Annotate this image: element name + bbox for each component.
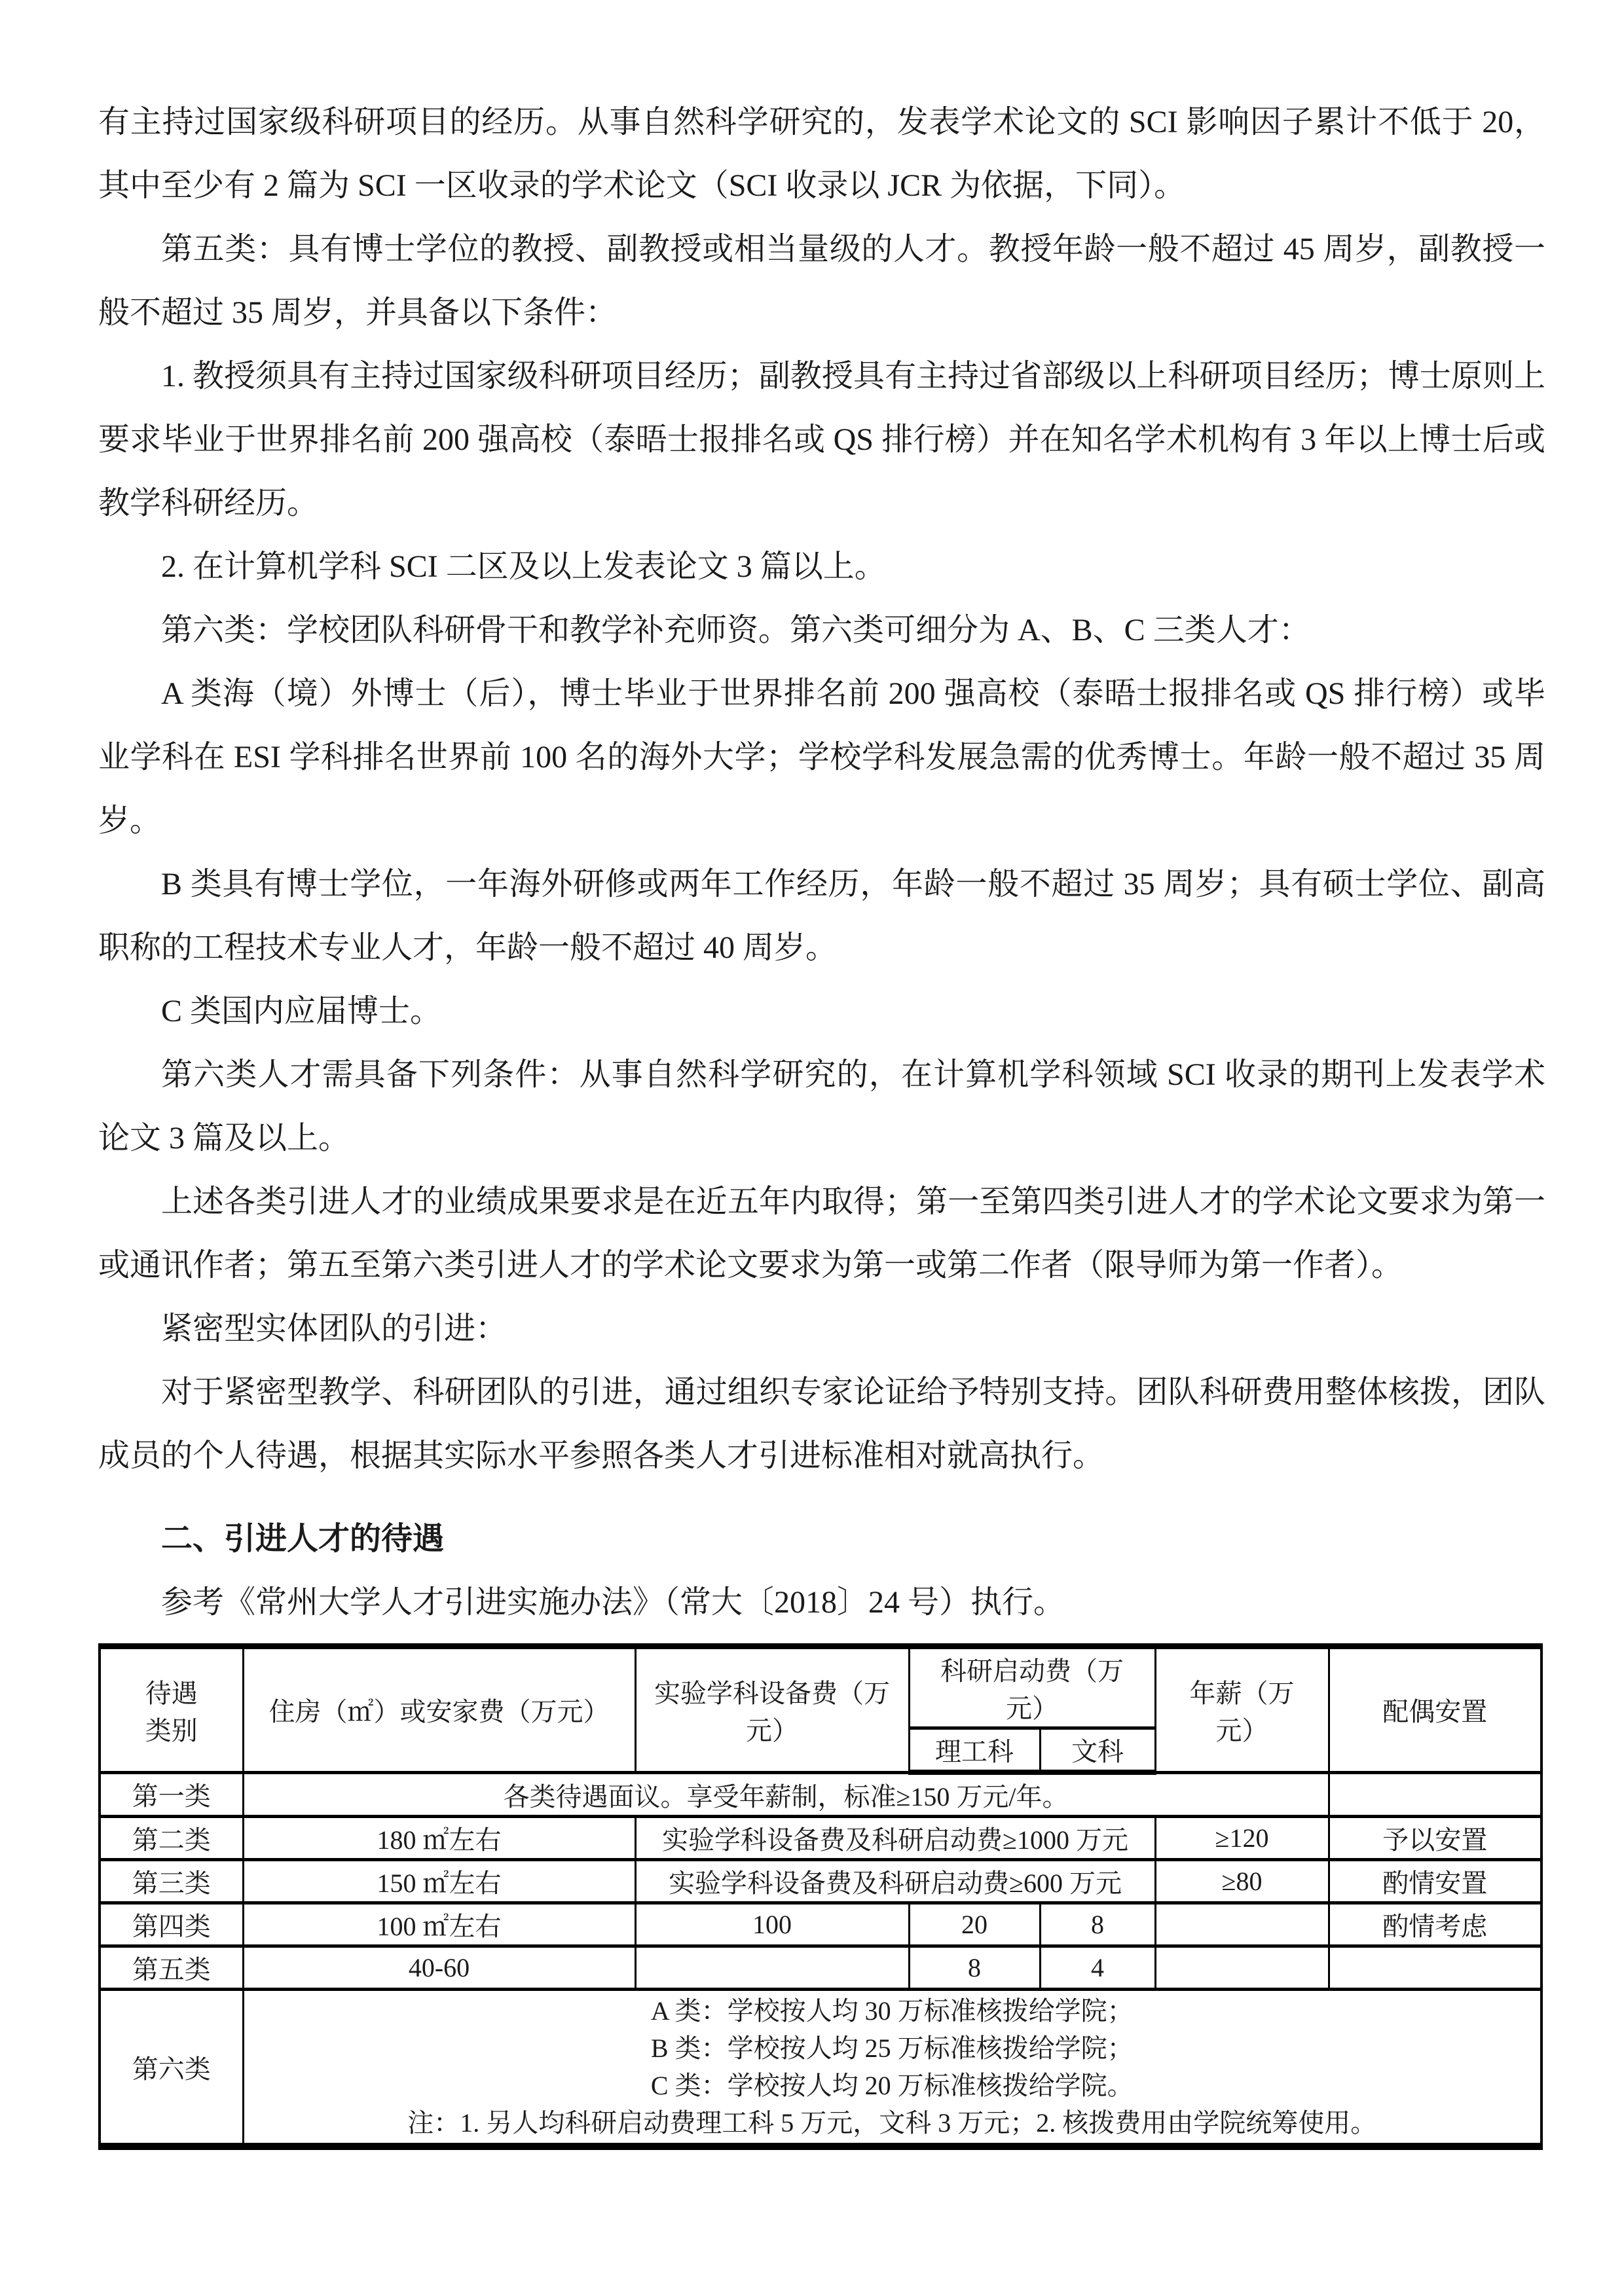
cell-category: 第二类 [100,1817,243,1860]
note-line-c: C 类：学校按人均 20 万标准核拨给学院。 [650,2071,1134,2100]
cell-housing: 180 ㎡左右 [243,1817,635,1860]
cell-startup-science: 8 [909,1946,1040,1990]
header-startup-label: 科研启动费（万元） [940,1656,1124,1723]
table-row-category3 [100,1860,1541,1903]
cell-salary: ≥120 [1155,1817,1329,1860]
paragraph-category6-class-b: B 类具有博士学位，一年海外研修或两年工作经历，年龄一般不超过 35 周岁；具有硕士学位、副高职称的工程技术专业人才，年龄一般不超过 40 周岁。 [98,867,1545,965]
cell-spouse [1329,1946,1541,1990]
header-startup [909,1647,1155,1728]
header-startup-liberal: 文科 [1040,1728,1155,1773]
table-header-row-main [100,1647,1541,1728]
cell-equipment-startup: 实验学科设备费及科研启动费≥600 万元 [635,1860,1155,1903]
header-salary-label: 年薪（万元） [1189,1678,1295,1745]
paragraph-reference: 参考《常州大学人才引进实施办法》（常大〔2018〕24 号）执行。 [161,1585,1065,1620]
cell-startup-science: 20 [909,1903,1040,1946]
cell-category: 第四类 [100,1903,243,1946]
header-category-label: 待遇类别 [145,1678,198,1745]
cell-housing: 150 ㎡左右 [243,1860,635,1903]
header-salary [1155,1647,1329,1773]
section-heading-treatment: 二、引进人才的待遇 [161,1522,445,1556]
treatment-table [98,1643,1543,2150]
paragraph-category6-class-a: A 类海（境）外博士（后），博士毕业于世界排名前 200 强高校（泰晤士报排名或 QS 排行榜）或毕业学科在 ESI 学科排名世界前 100 名的海外大学；学校学科发展急需的优秀博士。年龄一般不超过 35 周岁。 [98,676,1545,838]
table-row-category5 [100,1946,1541,1990]
cell-category: 第三类 [100,1860,243,1903]
cell-salary [1155,1946,1329,1990]
paragraph-category6-class-c: C 类国内应届博士。 [161,994,442,1029]
paragraph-category5: 第五类：具有博士学位的教授、副教授或相当量级的人才。教授年龄一般不超过 45 周岁，副教授一般不超过 35 周岁，并具备以下条件： [98,232,1545,330]
cell-equipment-startup: 实验学科设备费及科研启动费≥1000 万元 [635,1817,1155,1860]
cell-housing: 40-60 [243,1946,635,1990]
paragraph-category6: 第六类：学校团队科研骨干和教学补充师资。第六类可细分为 A、B、C 三类人才： [161,613,1310,647]
note-line-b: B 类：学校按人均 25 万标准核拨给学院； [650,2033,1134,2063]
cell-salary: ≥80 [1155,1860,1329,1903]
cell-spouse [1329,1772,1541,1817]
cell-all-treatment: 各类待遇面议。享受年薪制，标准≥150 万元/年。 [243,1772,1329,1817]
table-row-category2 [100,1817,1541,1860]
cell-spouse: 予以安置 [1329,1817,1541,1860]
cell-spouse: 酌情安置 [1329,1860,1541,1903]
cell-spouse: 酌情考虑 [1329,1903,1541,1946]
cell-category: 第六类 [100,1990,243,2147]
cell-startup-liberal: 8 [1040,1903,1155,1946]
header-category [100,1647,243,1773]
header-startup-science: 理工科 [909,1728,1040,1773]
cell-category: 第一类 [100,1772,243,1817]
paragraph-continuation: 有主持过国家级科研项目的经历。从事自然科学研究的，发表学术论文的 SCI 影响因子累计不低于 20，其中至少有 2 篇为 SCI 一区收录的学术论文（SCI 收录以 JCR 为依据，下同）。 [98,105,1545,203]
table-row-category4 [100,1903,1541,1946]
table-row-category6 [100,1990,1541,2147]
paragraph-team-intro-detail: 对于紧密型教学、科研团队的引进，通过组织专家论证给予特别支持。团队科研费用整体核拨，团队成员的个人待遇，根据其实际水平参照各类人才引进标准相对就高执行。 [98,1375,1545,1473]
note-line-remark: 注：1. 另人均科研启动费理工科 5 万元，文科 3 万元；2. 核拨费用由学院统筹使用。 [407,2108,1377,2138]
cell-category6-notes [243,1990,1541,2147]
paragraph-category5-item1: 1. 教授须具有主持过国家级科研项目经历；副教授具有主持过省部级以上科研项目经历；博士原则上要求毕业于世界排名前 200 强高校（泰晤士报排名或 QS 排行榜）并在知名学术机构有 3 年以上博士后或教学科研经历。 [98,359,1545,520]
table-row-category1 [100,1772,1541,1817]
cell-category: 第五类 [100,1946,243,1990]
cell-housing: 100 ㎡左右 [243,1903,635,1946]
paragraph-category5-item2: 2. 在计算机学科 SCI 二区及以上发表论文 3 篇以上。 [161,549,886,584]
cell-equipment: 100 [635,1903,909,1946]
cell-salary [1155,1903,1329,1946]
paragraph-category6-conditions: 第六类人才需具备下列条件：从事自然科学研究的，在计算机学科领域 SCI 收录的期刊上发表学术论文 3 篇及以上。 [98,1057,1545,1156]
cell-equipment [635,1946,909,1990]
cell-startup-liberal: 4 [1040,1946,1155,1990]
header-housing: 住房（㎡）或安家费（万元） [243,1647,635,1773]
paragraph-team-intro-title: 紧密型实体团队的引进： [161,1311,507,1346]
header-spouse: 配偶安置 [1329,1647,1541,1773]
header-equipment: 实验学科设备费（万元） [635,1647,909,1773]
note-line-a: A 类：学校按人均 30 万标准核拨给学院； [650,1996,1134,2026]
paragraph-achievement-requirements: 上述各类引进人才的业绩成果要求是在近五年内取得；第一至第四类引进人才的学术论文要求为第一或通讯作者；第五至第六类引进人才的学术论文要求为第一或第二作者（限导师为第一作者）。 [98,1184,1545,1283]
